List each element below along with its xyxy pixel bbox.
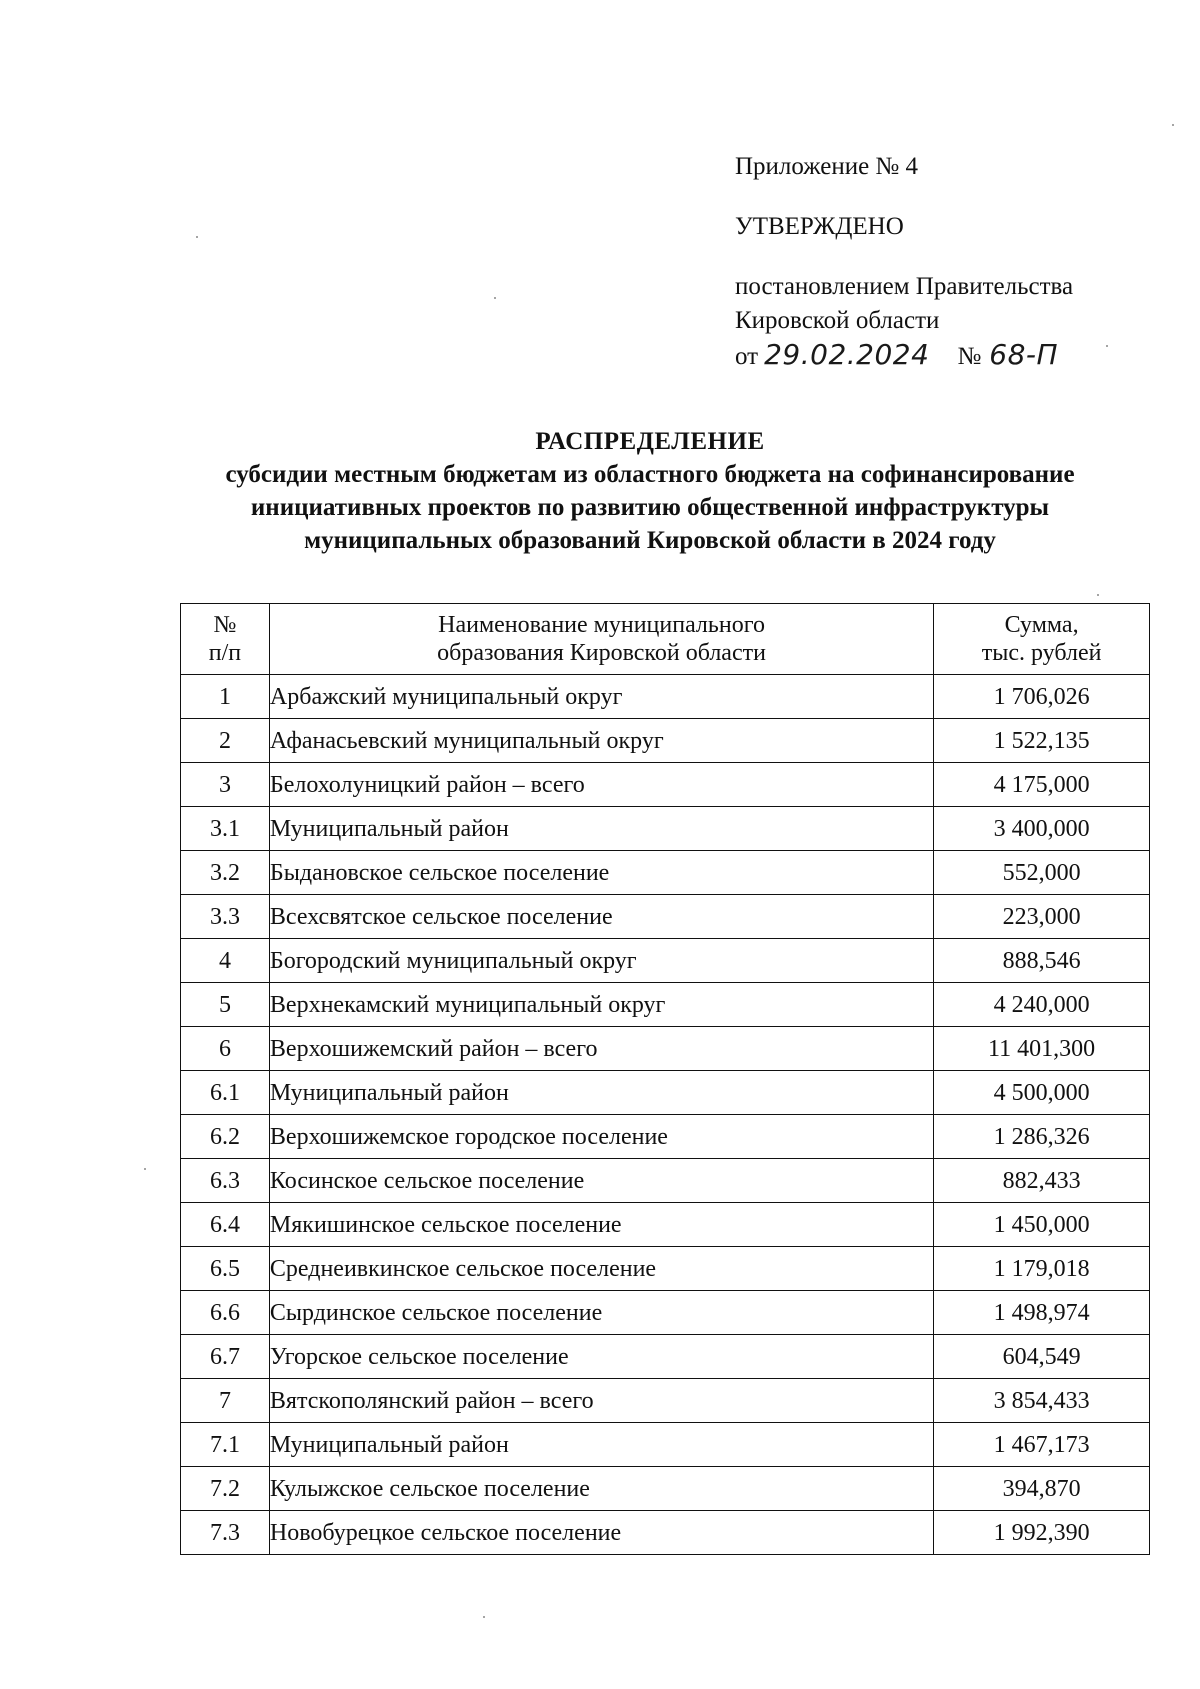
- row-number: 4: [181, 939, 270, 983]
- row-name: Муниципальный район: [269, 1423, 933, 1467]
- row-name: Верхнекамский муниципальный округ: [269, 983, 933, 1027]
- row-name: Косинское сельское поселение: [269, 1159, 933, 1203]
- table-row: [181, 1159, 1150, 1203]
- decree-line-1: постановлением Правительства: [735, 273, 1074, 300]
- header-sum: Сумма, тыс. рублей: [934, 604, 1150, 675]
- title-line-3: муниципальных образований Кировской области в 2024 году: [304, 527, 996, 554]
- table-row: [181, 1115, 1150, 1159]
- approved-label: УТВЕРЖДЕНО: [735, 213, 904, 240]
- row-name: Мякишинское сельское поселение: [269, 1203, 933, 1247]
- table-row: [181, 851, 1150, 895]
- handwritten-number: 68-П: [989, 338, 1059, 371]
- row-name: Афанасьевский муниципальный округ: [269, 719, 933, 763]
- row-number: 3: [181, 763, 270, 807]
- row-number: 2: [181, 719, 270, 763]
- row-number: 6.4: [181, 1203, 270, 1247]
- row-number: 3.2: [181, 851, 270, 895]
- table-row: [181, 719, 1150, 763]
- row-sum: 604,549: [934, 1335, 1150, 1379]
- row-sum: 394,870: [934, 1467, 1150, 1511]
- table-row: [181, 939, 1150, 983]
- row-number: 6.2: [181, 1115, 270, 1159]
- appendix-label: Приложение № 4: [735, 153, 919, 180]
- row-name: Богородский муниципальный округ: [269, 939, 933, 983]
- decree-line-2: Кировской области: [735, 307, 940, 334]
- table-row: [181, 1027, 1150, 1071]
- number-prefix: №: [957, 343, 982, 370]
- table-row: [181, 1071, 1150, 1115]
- row-sum: 4 500,000: [934, 1071, 1150, 1115]
- scan-speck: [494, 297, 496, 299]
- row-name: Арбажский муниципальный округ: [269, 675, 933, 719]
- row-sum: 1 992,390: [934, 1511, 1150, 1555]
- row-number: 6: [181, 1027, 270, 1071]
- scan-speck: [1172, 124, 1174, 126]
- scan-speck: [196, 236, 198, 238]
- header-num: № п/п: [181, 604, 270, 675]
- row-sum: 1 467,173: [934, 1423, 1150, 1467]
- row-number: 7.2: [181, 1467, 270, 1511]
- row-name: Угорское сельское поселение: [269, 1335, 933, 1379]
- table-row: [181, 1291, 1150, 1335]
- row-sum: 3 400,000: [934, 807, 1150, 851]
- row-name: Всехсвятское сельское поселение: [269, 895, 933, 939]
- row-name: Новобурецкое сельское поселение: [269, 1511, 933, 1555]
- scan-speck: [144, 1168, 146, 1170]
- document-title: [150, 425, 1150, 557]
- row-name: Быдановское сельское поселение: [269, 851, 933, 895]
- row-number: 3.1: [181, 807, 270, 851]
- row-name: Кулыжское сельское поселение: [269, 1467, 933, 1511]
- row-number: 6.1: [181, 1071, 270, 1115]
- table-row: [181, 1423, 1150, 1467]
- row-name: Вятскополянский район – всего: [269, 1379, 933, 1423]
- row-sum: 11 401,300: [934, 1027, 1150, 1071]
- row-name: Муниципальный район: [269, 807, 933, 851]
- title-line-1: субсидии местным бюджетам из областного бюджета на софинансирование: [225, 461, 1075, 488]
- row-number: 7.1: [181, 1423, 270, 1467]
- row-sum: 1 706,026: [934, 675, 1150, 719]
- distribution-table: [180, 603, 1150, 1555]
- table-row: [181, 1467, 1150, 1511]
- row-sum: 1 450,000: [934, 1203, 1150, 1247]
- row-number: 3.3: [181, 895, 270, 939]
- scan-speck: [1097, 594, 1099, 596]
- row-name: Белохолуницкий район – всего: [269, 763, 933, 807]
- scan-speck: [1106, 345, 1108, 347]
- table-row: [181, 763, 1150, 807]
- row-name: Верхошижемский район – всего: [269, 1027, 933, 1071]
- table-row: [181, 1247, 1150, 1291]
- row-number: 7.3: [181, 1511, 270, 1555]
- row-sum: 3 854,433: [934, 1379, 1150, 1423]
- row-sum: 1 286,326: [934, 1115, 1150, 1159]
- scan-speck: [483, 1616, 485, 1618]
- row-number: 6.6: [181, 1291, 270, 1335]
- handwritten-date: 29.02.2024: [764, 338, 930, 371]
- row-number: 6.5: [181, 1247, 270, 1291]
- row-name: Сырдинское сельское поселение: [269, 1291, 933, 1335]
- row-sum: 1 179,018: [934, 1247, 1150, 1291]
- row-number: 6.3: [181, 1159, 270, 1203]
- table-row: [181, 895, 1150, 939]
- row-name: Среднеивкинское сельское поселение: [269, 1247, 933, 1291]
- table-row: [181, 1379, 1150, 1423]
- table-row: [181, 807, 1150, 851]
- table-row: [181, 1203, 1150, 1247]
- row-sum: 882,433: [934, 1159, 1150, 1203]
- row-number: 5: [181, 983, 270, 1027]
- row-number: 7: [181, 1379, 270, 1423]
- table-row: [181, 675, 1150, 719]
- row-sum: 888,546: [934, 939, 1150, 983]
- row-number: 6.7: [181, 1335, 270, 1379]
- row-sum: 1 498,974: [934, 1291, 1150, 1335]
- row-sum: 4 175,000: [934, 763, 1150, 807]
- row-sum: 552,000: [934, 851, 1150, 895]
- row-sum: 1 522,135: [934, 719, 1150, 763]
- table-row: [181, 1335, 1150, 1379]
- table-row: [181, 983, 1150, 1027]
- decree-date-line: [735, 338, 1155, 374]
- table-header-row: [181, 604, 1150, 675]
- row-name: Муниципальный район: [269, 1071, 933, 1115]
- header-name: Наименование муниципального образования Кировской области: [269, 604, 933, 675]
- title-line-2: инициативных проектов по развитию общественной инфраструктуры: [250, 494, 1050, 521]
- row-sum: 4 240,000: [934, 983, 1150, 1027]
- approval-header: [735, 150, 1155, 374]
- date-prefix: от: [735, 343, 759, 370]
- title-main: РАСПРЕДЕЛЕНИЕ: [535, 428, 765, 455]
- table-row: [181, 1511, 1150, 1555]
- row-name: Верхошижемское городское поселение: [269, 1115, 933, 1159]
- row-number: 1: [181, 675, 270, 719]
- row-sum: 223,000: [934, 895, 1150, 939]
